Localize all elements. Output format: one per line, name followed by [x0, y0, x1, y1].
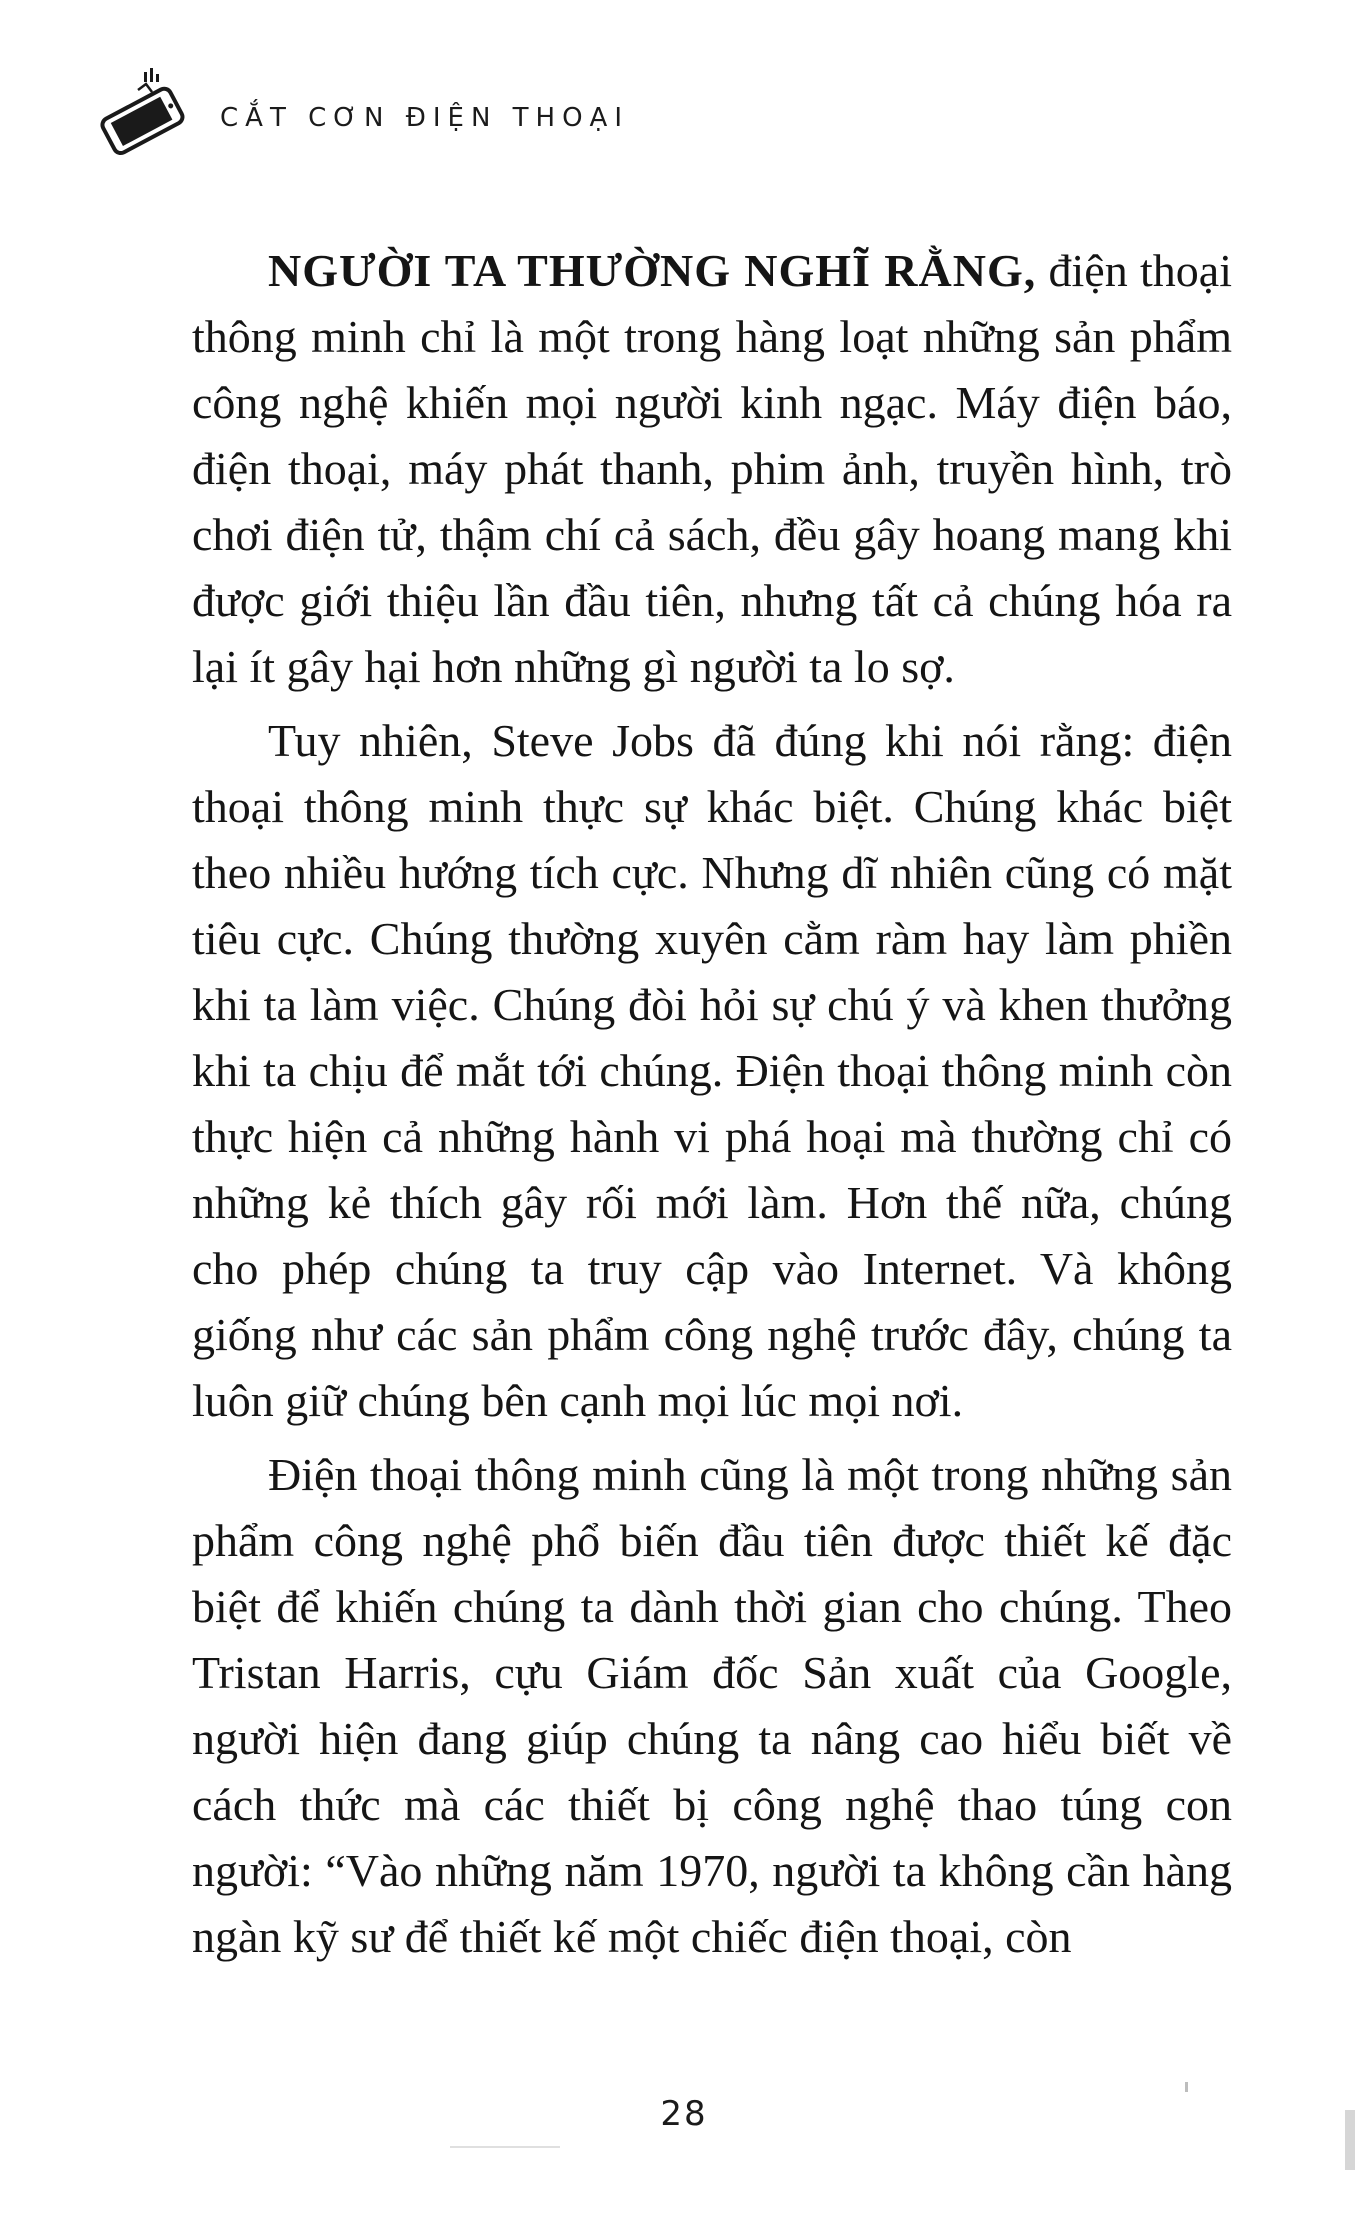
- scan-speck: [1345, 2110, 1355, 2170]
- running-title: CẮT CƠN ĐIỆN THOẠI: [220, 103, 630, 133]
- paragraph-3: Điện thoại thông minh cũng là một trong những sản phẩm công nghệ phổ biến đầu tiên được thiết kế đặc biệt để khiến chúng ta dành thời gian cho chúng. Theo Tristan Harris, cựu Giám đốc Sản xuất của Google, người hiện đang giúp chúng ta nâng cao hiểu biết về cách thức mà các thiết bị công nghệ thao túng con người: “Vào những năm 1970, người ta không cần hàng ngàn kỹ sư để thiết kế một chiếc điện thoại, còn: [192, 1449, 1232, 1962]
- scan-speck: [1185, 2082, 1188, 2092]
- phone-icon: [86, 62, 198, 162]
- paragraph-1: [192, 238, 1232, 700]
- scan-speck: [450, 2146, 560, 2148]
- body-text: [192, 238, 1232, 1970]
- page-header: [86, 62, 629, 162]
- paragraph-1-rest: điện thoại thông minh chỉ là một trong hàng loạt những sản phẩm công nghệ khiến mọi người kinh ngạc. Máy điện báo, điện thoại, máy phát thanh, phim ảnh, truyền hình, trò chơi điện tử, thậm chí cả sách, đều gây hoang mang khi được giới thiệu lần đầu tiên, nhưng tất cả chúng hóa ra lại ít gây hại hơn những gì người ta lo sợ.: [192, 245, 1232, 692]
- page-number: 28: [660, 2094, 708, 2134]
- paragraph-2: Tuy nhiên, Steve Jobs đã đúng khi nói rằng: điện thoại thông minh thực sự khác biệt. Chúng khác biệt theo nhiều hướng tích cực. Nhưng dĩ nhiên cũng có mặt tiêu cực. Chúng thường xuyên cằm ràm hay làm phiền khi ta làm việc. Chúng đòi hỏi sự chú ý và khen thưởng khi ta chịu để mắt tới chúng. Điện thoại thông minh còn thực hiện cả những hành vi phá hoại mà thường chỉ có những kẻ thích gây rối mới làm. Hơn thế nữa, chúng cho phép chúng ta truy cập vào Internet. Và không giống như các sản phẩm công nghệ trước đây, chúng ta luôn giữ chúng bên cạnh mọi lúc mọi nơi.: [192, 715, 1232, 1426]
- paragraph-1-lead: NGƯỜI TA THƯỜNG NGHĨ RẰNG,: [268, 245, 1037, 296]
